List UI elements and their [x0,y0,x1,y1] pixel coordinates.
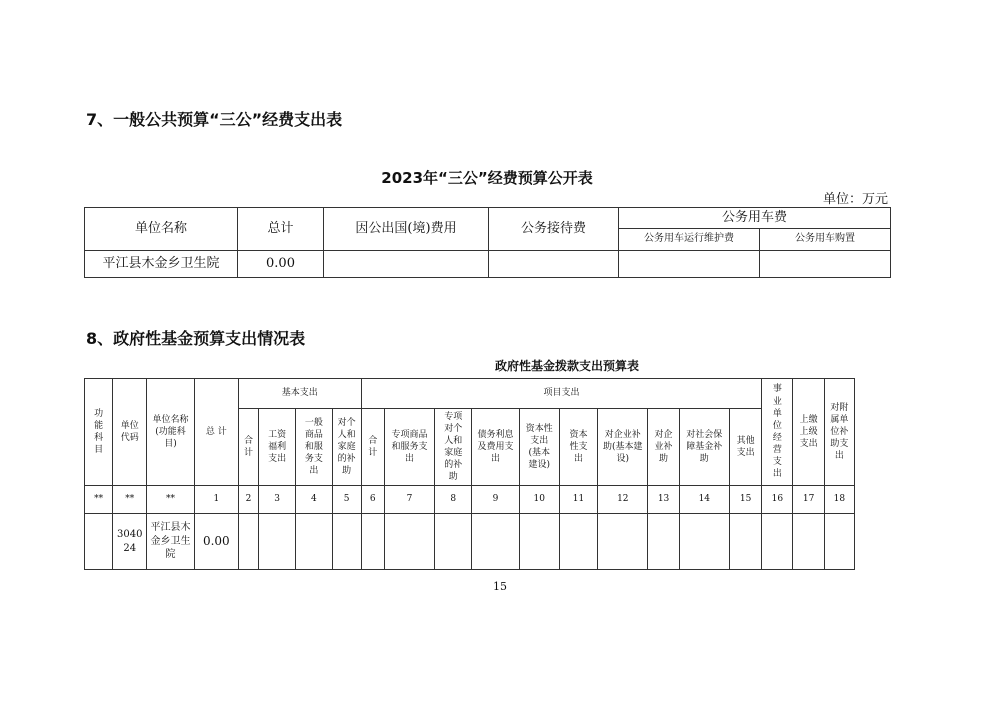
header-enterprise: 对企业补助 [648,409,679,486]
header-func-subject: 功能科目 [85,379,113,486]
index-cell: 3 [259,486,296,514]
table-row [85,514,855,570]
empty-cell [384,514,434,570]
empty-cell [472,514,519,570]
index-cell: 16 [762,486,793,514]
index-cell: 2 [238,486,258,514]
section7-unit: 单位：万元 [822,192,888,207]
empty-cell [598,514,648,570]
header-upper: 上缴上级支出 [793,379,824,486]
empty-cell [793,514,824,570]
index-cell: 13 [648,486,679,514]
index-cell: 14 [679,486,729,514]
header-unit-name: 单位名称 [85,208,238,251]
fund-budget-table [84,378,855,570]
empty-cell [361,514,384,570]
header-enterprise-build: 对企业补助(基本建设) [598,409,648,486]
header-salary: 工资福利支出 [259,409,296,486]
index-cell: ** [147,486,194,514]
cell-func-subject [85,514,113,570]
header-other: 其他支出 [729,409,761,486]
header-proj-total: 合计 [361,409,384,486]
header-unit-code: 单位代码 [113,379,147,486]
empty-cell [435,514,472,570]
header-special-goods: 专项商品和服务支出 [384,409,434,486]
index-cell: 10 [519,486,559,514]
index-cell: 15 [729,486,761,514]
empty-cell [762,514,793,570]
cell-unit-code: 304024 [113,514,147,570]
section7-heading: 7、一般公共预算“三公”经费支出表 [86,110,343,129]
header-basic: 基本支出 [238,379,361,409]
cell-total: 0.00 [238,251,324,278]
index-cell: 18 [824,486,854,514]
empty-cell [519,514,559,570]
index-cell: 11 [559,486,597,514]
header-unit-name: 单位名称(功能科目) [147,379,194,486]
cell-vehicle-run [619,251,760,278]
index-cell: 6 [361,486,384,514]
header-personal: 对个人和家庭的补助 [332,409,361,486]
empty-cell [729,514,761,570]
header-capital-build: 资本性支出(基本建设) [519,409,559,486]
empty-cell [679,514,729,570]
header-abroad: 因公出国(境)费用 [324,208,489,251]
page-number: 15 [493,580,507,593]
empty-cell [332,514,361,570]
header-vehicle-run: 公务用车运行维护费 [619,229,760,251]
index-cell: 5 [332,486,361,514]
section8-table-title: 政府性基金拨款支出预算表 [494,359,639,373]
index-cell: 9 [472,486,519,514]
cell-total: 0.00 [194,514,238,570]
three-public-expense-table [84,207,891,278]
section7-table-title: 2023年“三公”经费预算公开表 [381,169,593,187]
index-cell: 7 [384,486,434,514]
index-cell: 12 [598,486,648,514]
header-total: 总计 [238,208,324,251]
index-cell: 17 [793,486,824,514]
empty-cell [259,514,296,570]
index-cell: ** [113,486,147,514]
empty-cell [296,514,332,570]
header-business: 事业单位经营支出 [762,379,793,486]
empty-cell [648,514,679,570]
cell-abroad [324,251,489,278]
index-cell: 8 [435,486,472,514]
index-cell: ** [85,486,113,514]
cell-unit-name: 平江县木金乡卫生院 [147,514,194,570]
header-vehicle-buy: 公务用车购置 [760,229,891,251]
cell-vehicle-buy [760,251,891,278]
section8-heading: 8、政府性基金预算支出情况表 [86,329,306,348]
empty-cell [238,514,258,570]
header-capital: 资本性支出 [559,409,597,486]
header-special-personal: 专项对个人和家庭的补助 [435,409,472,486]
index-row [85,486,855,514]
empty-cell [559,514,597,570]
header-project: 项目支出 [361,379,762,409]
header-debt: 债务利息及费用支出 [472,409,519,486]
header-total: 总 计 [194,379,238,486]
header-social: 对社会保障基金补助 [679,409,729,486]
table-row [85,251,891,278]
index-cell: 1 [194,486,238,514]
cell-unit-name: 平江县木金乡卫生院 [85,251,238,278]
header-basic-total: 合计 [238,409,258,486]
index-cell: 4 [296,486,332,514]
header-reception: 公务接待费 [489,208,619,251]
cell-reception [489,251,619,278]
empty-cell [824,514,854,570]
header-vehicle: 公务用车费 [619,208,891,229]
header-goods: 一般商品和服务支出 [296,409,332,486]
header-affiliate: 对附属单位补助支出 [824,379,854,486]
